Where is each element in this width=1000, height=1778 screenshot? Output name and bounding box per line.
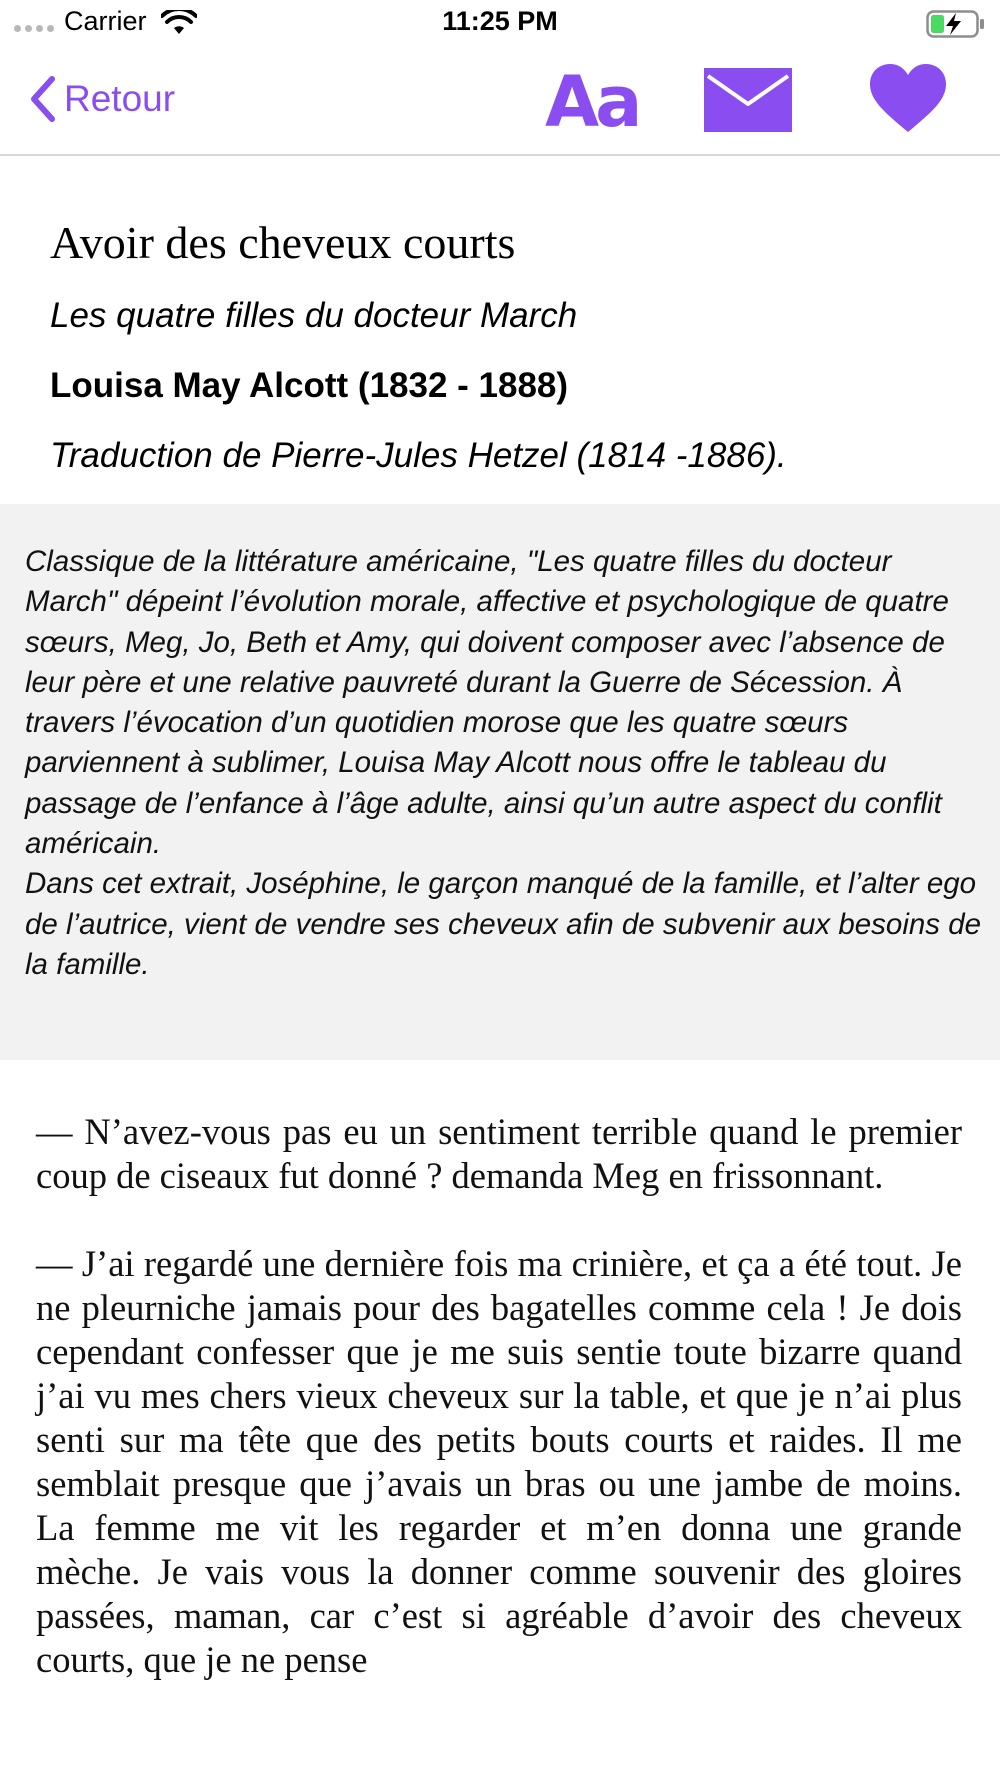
summary-paragraph: Dans cet extrait, Joséphine, le garçon manqué de la famille, et l’alter ego de l’autrice, vient de vendre ses cheveux afin de subvenir aux besoins de la famille.: [25, 867, 982, 981]
font-size-glyph: Aa: [545, 61, 639, 143]
status-bar: [0, 0, 1000, 48]
status-time: 11:25 PM: [442, 6, 558, 36]
navigation-bar: [0, 48, 1000, 156]
share-mail-button[interactable]: [704, 68, 792, 132]
font-size-button[interactable]: [545, 61, 639, 143]
summary-box: [0, 504, 1000, 1060]
summary-text: [25, 542, 985, 985]
heart-icon: [870, 64, 946, 134]
body-paragraph: — N’avez-vous pas eu un sentiment terrible quand le premier coup de ciseaux fut donné ? demanda Meg en frissonnant.: [36, 1111, 962, 1196]
book-title: Les quatre filles du docteur March: [50, 296, 578, 335]
translation-credit: Traduction de Pierre-Jules Hetzel (1814 -1886).: [50, 436, 787, 475]
article-header: [0, 156, 1000, 504]
carrier-label: Carrier: [64, 6, 147, 36]
summary-paragraph: Classique de la littérature américaine, "Les quatre filles du docteur March" dépeint l’évolution morale, affective et psychologique de quatre sœurs, Meg, Jo, Beth et Amy, qui doivent composer avec l’absence de leur père et une relative pauvreté durant la Guerre de Sécession. À travers l’évocation d’un quotidien morose que les quatre sœurs parviennent à sublimer, Louisa May Alcott nous offre le tableau du passage de l’enfance à l’âge adulte, ainsi qu’un autre aspect du conflit américain.: [25, 545, 949, 861]
mail-icon: [704, 68, 792, 132]
reading-text: [36, 1110, 962, 1726]
battery-charging-icon: [926, 9, 986, 39]
author-name: Louisa May Alcott (1832 - 1888): [50, 366, 569, 405]
page-title: Avoir des cheveux courts: [50, 217, 516, 268]
favorite-button[interactable]: [870, 64, 946, 134]
chevron-left-icon: [28, 75, 56, 123]
back-button-label: Retour: [64, 78, 176, 119]
body-paragraph: — J’ai regardé une dernière fois ma crinière, et ça a été tout. Je ne pleurniche jamais pour des bagatelles comme cela ! Je dois cependant confesser que je me suis sentie toute bizarre quand j’ai vu mes chers vieux cheveux sur la table, et que je n’ai plus senti sur ma tête que des petits bouts courts et raides. Il me semblait presque que j’avais un bras ou une jambe de moins. La femme me vit les regarder et m’en donna une grande mèche. Je vais vous la donner comme souvenir des gloires passées, maman, car c’est si agréable d’avoir des cheveux courts, que je ne pense: [36, 1243, 962, 1680]
back-button[interactable]: [28, 74, 175, 124]
